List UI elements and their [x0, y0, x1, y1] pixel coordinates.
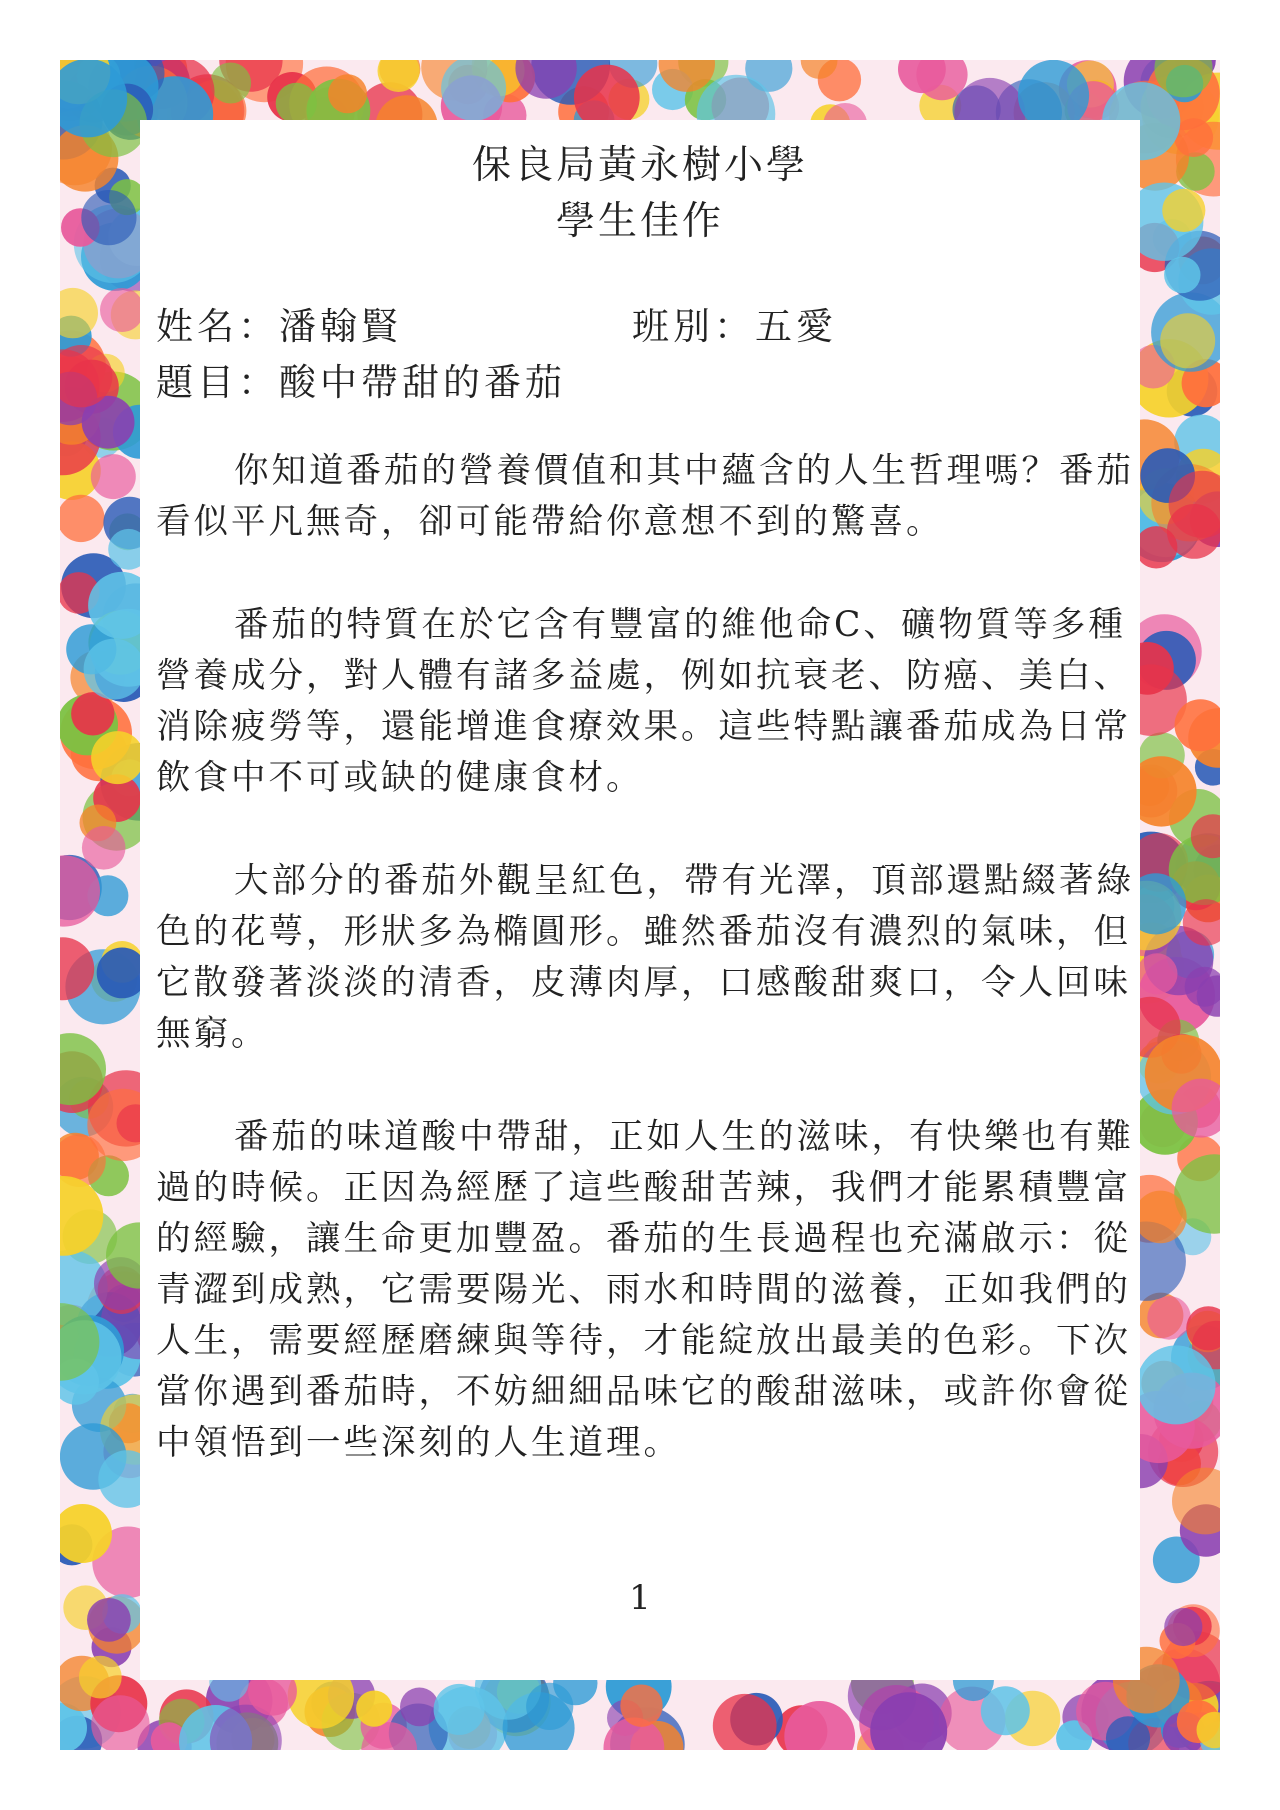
- topic-label: 題目：: [156, 361, 279, 404]
- school-name: 保良局黃永樹小學: [471, 143, 808, 188]
- page-number: 1: [629, 1578, 651, 1618]
- name-label: 姓名：: [156, 305, 279, 348]
- student-name-line: [156, 296, 402, 350]
- student-name: 潘翰賢: [279, 305, 402, 348]
- essay-body: [156, 446, 1136, 1521]
- essay-topic: 酸中帶甜的番茄: [279, 361, 566, 404]
- page-subtitle: 學生佳作: [555, 199, 724, 244]
- essay-paragraph: 你知道番茄的營養價值和其中蘊含的人生哲理嗎？番茄看似平凡無奇，卻可能帶給你意想不到的驚喜。: [156, 451, 1134, 542]
- essay-page: [140, 120, 1140, 1680]
- class-line: [632, 296, 837, 350]
- class-value: 五愛: [755, 305, 837, 348]
- essay-paragraph: 大部分的番茄外觀呈紅色，帶有光澤，頂部還點綴著綠色的花萼，形狀多為橢圓形。雖然番茄沒有濃烈的氣味，但它散發著淡淡的清香，皮薄肉厚，口感酸甜爽口，令人回味無窮。: [156, 861, 1134, 1054]
- topic-line: [156, 352, 566, 406]
- essay-paragraph: 番茄的味道酸中帶甜，正如人生的滋味，有快樂也有難過的時候。正因為經歷了這些酸甜苦辣，我們才能累積豐富的經驗，讓生命更加豐盈。番茄的生長過程也充滿啟示：從青澀到成熟，它需要陽光、雨水和時間的滋養，正如我們的人生，需要經歷磨練與等待，才能綻放出最美的色彩。下次當你遇到番茄時，不妨細細品味它的酸甜滋味，或許你會從中領悟到一些深刻的人生道理。: [156, 1117, 1134, 1463]
- class-label: 班別：: [632, 305, 755, 348]
- essay-paragraph: 番茄的特質在於它含有豐富的維他命C、礦物質等多種營養成分，對人體有諸多益處，例如抗衰老、防癌、美白、消除疲勞等，還能增進食療效果。這些特點讓番茄成為日常飲食中不可或缺的健康食材。: [156, 605, 1131, 798]
